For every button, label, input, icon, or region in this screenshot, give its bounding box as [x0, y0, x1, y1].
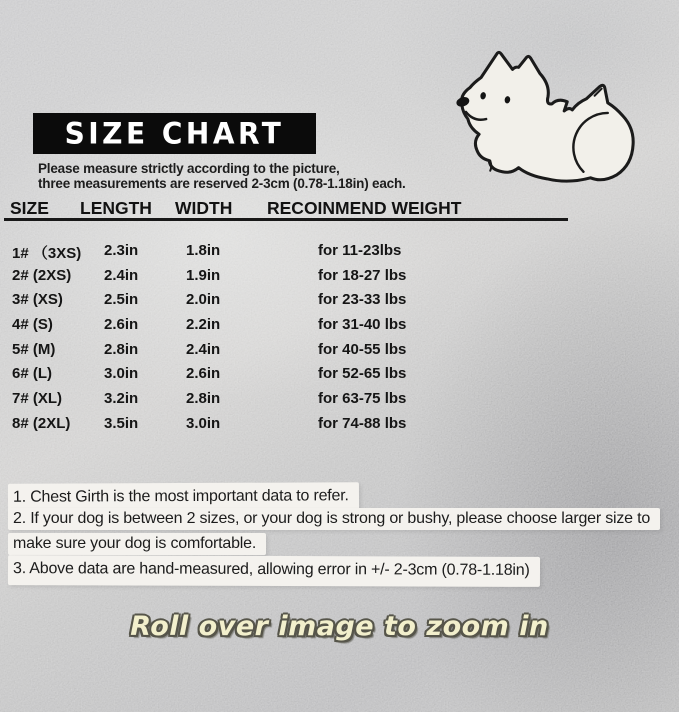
cell-width: 2.6in	[186, 365, 221, 382]
cell-length: 2.3in	[104, 242, 139, 259]
title-banner	[33, 113, 316, 154]
cell-weight: for 63-75 lbs	[318, 390, 407, 407]
cell-width: 2.8in	[186, 390, 221, 407]
cell-size: 5# (M)	[12, 341, 56, 358]
cell-weight: for 74-88 lbs	[318, 415, 407, 432]
page-title: SIZE CHART	[64, 116, 285, 151]
measure-instructions-line1: Please measure strictly according to the picture,	[38, 161, 340, 176]
cell-size: 8# (2XL)	[12, 415, 71, 432]
table-row	[0, 242, 610, 263]
cell-length: 2.5in	[104, 291, 139, 308]
cell-weight: for 40-55 lbs	[318, 341, 407, 358]
cell-weight: for 11-23lbs	[318, 242, 402, 259]
cell-size: 7# (XL)	[12, 390, 63, 407]
cell-weight: for 31-40 lbs	[318, 316, 407, 333]
table-row	[0, 415, 610, 436]
cell-size: 4# (S)	[12, 316, 53, 333]
table-row	[0, 365, 610, 386]
cell-length: 2.4in	[104, 267, 139, 284]
column-header-weight: RECOINMEND WEIGHT	[267, 198, 462, 218]
cell-size: 6# (L)	[12, 365, 53, 382]
note-line	[8, 507, 679, 556]
cell-width: 2.0in	[186, 291, 221, 308]
puppy-icon	[452, 40, 648, 192]
cell-weight: for 23-33 lbs	[318, 291, 407, 308]
cell-width: 2.4in	[186, 341, 221, 358]
column-header-length: LENGTH	[80, 198, 152, 218]
table-row	[0, 267, 610, 288]
cell-length: 2.6in	[104, 316, 139, 333]
column-header-width: WIDTH	[175, 198, 233, 218]
column-header-size: SIZE	[10, 198, 49, 218]
cell-length: 2.8in	[104, 341, 139, 358]
cell-weight: for 52-65 lbs	[318, 365, 407, 382]
note-text: 2. If your dog is between 2 sizes, or your dog is strong or bushy, please choose larger size to make sure your dog is comfortable.	[8, 508, 660, 555]
cell-width: 3.0in	[186, 415, 221, 432]
zoom-hint-text: Roll over image to zoom in	[130, 611, 549, 642]
table-header-underline	[4, 218, 568, 221]
table-row	[0, 291, 610, 312]
measure-instructions-line2: three measurements are reserved 2-3cm (0.78-1.18in) each.	[38, 175, 406, 191]
cell-size: 3# (XS)	[12, 291, 63, 308]
cell-weight: for 18-27 lbs	[318, 267, 407, 284]
cell-size: 1# （3XS)	[12, 245, 82, 262]
table-row	[0, 341, 610, 362]
note-text: 1. Chest Girth is the most important data to refer.	[8, 482, 359, 513]
table-row	[0, 390, 610, 411]
cell-width: 2.2in	[186, 316, 221, 333]
note-line	[8, 556, 540, 586]
cell-size: 2# (2XS)	[12, 267, 72, 284]
cell-length: 3.5in	[104, 415, 139, 432]
cell-length: 3.2in	[104, 390, 139, 407]
note-text: 3. Above data are hand-measured, allowing error in +/- 2-3cm (0.78-1.18in)	[8, 555, 540, 586]
cell-width: 1.8in	[186, 242, 221, 259]
table-row	[0, 316, 610, 337]
cell-width: 1.9in	[186, 267, 221, 284]
measure-instructions	[38, 162, 406, 191]
cell-length: 3.0in	[104, 365, 139, 382]
